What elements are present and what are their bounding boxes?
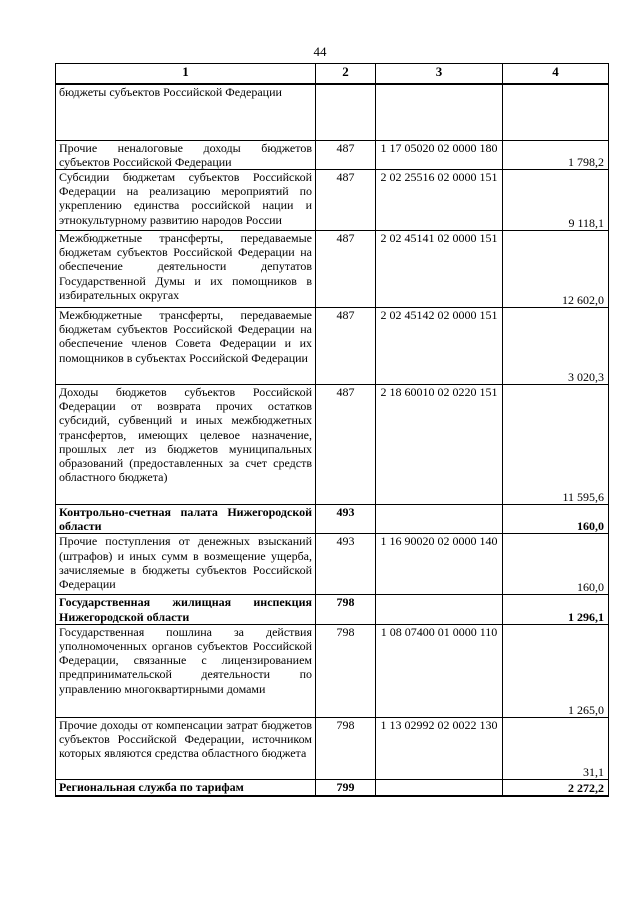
table-row (56, 504, 609, 533)
row-description: Контрольно-счетная палата Нижегородской области (56, 504, 316, 533)
table-row (56, 595, 609, 624)
row-description: Межбюджетные трансферты, передаваемые бюджетам субъектов Российской Федерации на обеспечение деятельности депутатов Государственной Думы и их помощников в избирательных округах (56, 230, 316, 307)
row-classification-code (376, 504, 503, 533)
row-classification-code: 2 02 45142 02 0000 151 (376, 307, 503, 384)
column-header: 2 (316, 64, 376, 85)
row-admin-code: 487 (316, 140, 376, 169)
column-header: 4 (503, 64, 609, 85)
row-admin-code: 487 (316, 384, 376, 504)
row-description: Государственная пошлина за действия уполномоченных органов субъектов Российской Федерации, связанные с лицензированием предпринимательской деятельности по управлению многоквартирными домами (56, 624, 316, 717)
table-row (56, 624, 609, 717)
row-admin-code: 487 (316, 307, 376, 384)
row-amount: 160,0 (503, 534, 609, 595)
table-body (56, 84, 609, 796)
row-amount: 1 265,0 (503, 624, 609, 717)
row-description: Субсидии бюджетам субъектов Российской Федерации на реализацию мероприятий по укреплению единства российской нации и этнокультурному развитию народов России (56, 169, 316, 230)
table-header-row (56, 64, 609, 85)
row-admin-code: 487 (316, 169, 376, 230)
row-amount: 11 595,6 (503, 384, 609, 504)
row-description: Прочие доходы от компенсации затрат бюджетов субъектов Российской Федерации, источником которых являются средства областного бюджета (56, 717, 316, 779)
row-classification-code: 1 16 90020 02 0000 140 (376, 534, 503, 595)
table-row (56, 717, 609, 779)
row-classification-code: 2 02 25516 02 0000 151 (376, 169, 503, 230)
row-amount: 2 272,2 (503, 779, 609, 796)
row-admin-code: 798 (316, 595, 376, 624)
table-row (56, 384, 609, 504)
table-row (56, 140, 609, 169)
row-description: Доходы бюджетов субъектов Российской Федерации от возврата прочих остатков субсидий, субвенций и иных межбюджетных трансфертов, имеющих целевое назначение, прошлых лет из бюджетов муниципальных образований (предоставленных за счет средств областного бюджета) (56, 384, 316, 504)
table-row (56, 230, 609, 307)
row-description: Прочие неналоговые доходы бюджетов субъектов Российской Федерации (56, 140, 316, 169)
row-amount: 9 118,1 (503, 169, 609, 230)
row-admin-code: 493 (316, 504, 376, 533)
table-row (56, 307, 609, 384)
table-row (56, 169, 609, 230)
revenue-table (55, 63, 609, 797)
row-amount: 12 602,0 (503, 230, 609, 307)
row-admin-code: 798 (316, 717, 376, 779)
row-classification-code: 2 02 45141 02 0000 151 (376, 230, 503, 307)
column-header: 1 (56, 64, 316, 85)
row-admin-code: 798 (316, 624, 376, 717)
row-description: Прочие поступления от денежных взысканий (штрафов) и иных сумм в возмещение ущерба, зачисляемые в бюджеты субъектов Российской Федерации (56, 534, 316, 595)
page-number: 44 (313, 44, 327, 59)
row-admin-code: 799 (316, 779, 376, 796)
row-classification-code: 2 18 60010 02 0220 151 (376, 384, 503, 504)
row-amount: 160,0 (503, 504, 609, 533)
row-description: Региональная служба по тарифам (56, 779, 316, 796)
row-amount (503, 84, 609, 140)
table-row (56, 779, 609, 796)
row-classification-code (376, 595, 503, 624)
row-classification-code: 1 13 02992 02 0022 130 (376, 717, 503, 779)
row-classification-code: 1 17 05020 02 0000 180 (376, 140, 503, 169)
row-admin-code: 487 (316, 230, 376, 307)
row-amount: 31,1 (503, 717, 609, 779)
row-admin-code (316, 84, 376, 140)
row-classification-code (376, 779, 503, 796)
row-amount: 3 020,3 (503, 307, 609, 384)
row-description: бюджеты субъектов Российской Федерации (56, 84, 316, 140)
table-row (56, 84, 609, 140)
row-classification-code: 1 08 07400 01 0000 110 (376, 624, 503, 717)
column-header: 3 (376, 64, 503, 85)
row-description: Межбюджетные трансферты, передаваемые бюджетам субъектов Российской Федерации на обеспечение членов Совета Федерации и их помощников в субъектах Российской Федерации (56, 307, 316, 384)
row-amount: 1 296,1 (503, 595, 609, 624)
row-amount: 1 798,2 (503, 140, 609, 169)
row-classification-code (376, 84, 503, 140)
table-row (56, 534, 609, 595)
row-admin-code: 493 (316, 534, 376, 595)
row-description: Государственная жилищная инспекция Нижегородской области (56, 595, 316, 624)
